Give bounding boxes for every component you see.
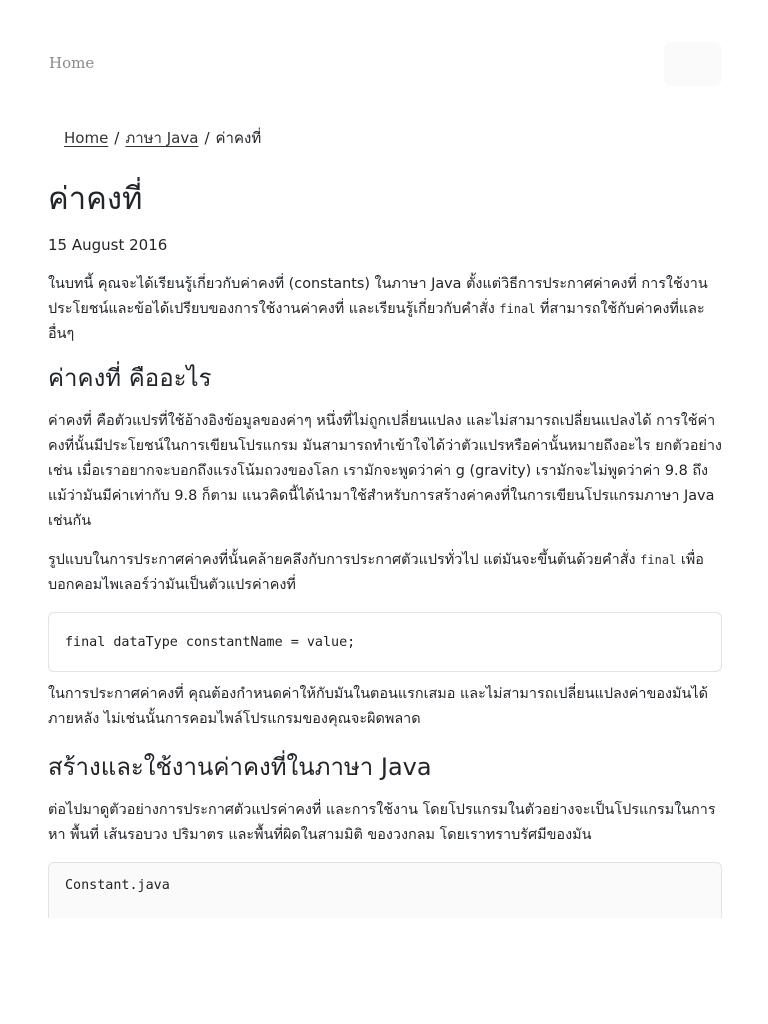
breadcrumb-separator: / [204, 129, 210, 147]
section-heading-what-is-constant: ค่าคงที่ คืออะไร [48, 364, 212, 392]
breadcrumb-category-link[interactable]: ภาษา Java [125, 129, 199, 147]
syntax-text: รูปแบบในการประกาศค่าคงที่นั้นคล้ายคลึงกับการประกาศตัวแปรทั่วไป แต่มันจะขึ้นต้นด้วยคำสั่ง [48, 552, 636, 568]
intro-text-end: ที่สามารถใช้กับค่าคงที่และอื่นๆ [48, 301, 705, 342]
nav-home-link[interactable]: Home [49, 54, 95, 72]
example-paragraph: ต่อไปมาดูตัวอย่างการประกาศตัวแปรค่าคงที่ และการใช้งาน โดยโปรแกรมในตัวอย่างจะเป็นโปรแกรมในการหา พื้นที่ เส้นรอบวง ปริมาตร และพื้นที่ผิดในสามมิติ ของวงกลม โดยเราทราบรัศมีของมัน [48, 802, 716, 843]
breadcrumb [64, 126, 261, 150]
code-block-syntax: final dataType constantName = value; [48, 612, 722, 672]
initialization-paragraph: ในการประกาศค่าคงที่ คุณต้องกำหนดค่าให้กับมันในตอนแรกเสมอ และไม่สามารถเปลี่ยนแปลงค่าของมันได้ภายหลัง ไม่เช่นนั้นการคอมไพล์โปรแกรมของคุณจะผิดพลาด [48, 686, 708, 727]
breadcrumb-home-link[interactable]: Home [64, 129, 109, 147]
menu-button[interactable] [664, 42, 722, 86]
definition-paragraph: ค่าคงที่ คือตัวแปรที่ใช้อ้างอิงข้อมูลของค่าๆ หนึ่งที่ไม่ถูกเปลี่ยนแปลง และไม่สามารถเปลี่ยนแปลงได้ การใช้ค่าคงที่นั้นมีประโยชน์ในการเขียนโปรแกรม มันสามารถทำเข้าใจได้ว่าตัวแปรหรือค่านั้นหมายถึงอะไร ยกตัวอย่างเช่น เมื่อเราอยากจะบอกถึงแรงโน้มถวงของโลก เรามักจะพูดว่าค่า g (gravity) เรามักจะไม่พูดว่าค่า 9.8 ถึงแม้ว่ามันมีค่าเท่ากับ 9.8 ก็ตาม แนวคิดนี้ได้นำมาใช้สำหรับการสร้างค่าคงที่ในการเขียนโปรแกรมภาษา Java เช่นกัน [48, 413, 722, 529]
publish-date: 15 August 2016 [48, 236, 168, 254]
syntax-paragraph [48, 548, 722, 598]
top-nav-bar [0, 0, 768, 110]
article-content [48, 170, 722, 918]
code-file-header: Constant.java [48, 862, 722, 918]
page-title: ค่าคงที่ [48, 181, 143, 217]
intro-paragraph [48, 272, 722, 347]
inline-code-final: final [640, 553, 677, 567]
breadcrumb-current: ค่าคงที่ [215, 129, 262, 147]
section-heading-create-use-constants: สร้างและใช้งานค่าคงที่ในภาษา Java [48, 753, 432, 781]
breadcrumb-separator: / [114, 129, 120, 147]
inline-code-final: final [499, 302, 536, 316]
syntax-text-end: เพื่อบอกคอมไพเลอร์ว่ามันเป็นตัวแปรค่าคงที่ [48, 552, 704, 593]
intro-text: ในบทนี้ คุณจะได้เรียนรู้เกี่ยวกับค่าคงที่ (constants) ในภาษา Java ตั้งแต่วิธีการประกาศค่าคงที่ การใช้งาน ประโยชน์และข้อได้เปรียบของการใช้งานค่าคงที่ และเรียนรู้เกี่ยวกับคำสั่ง [48, 276, 708, 317]
